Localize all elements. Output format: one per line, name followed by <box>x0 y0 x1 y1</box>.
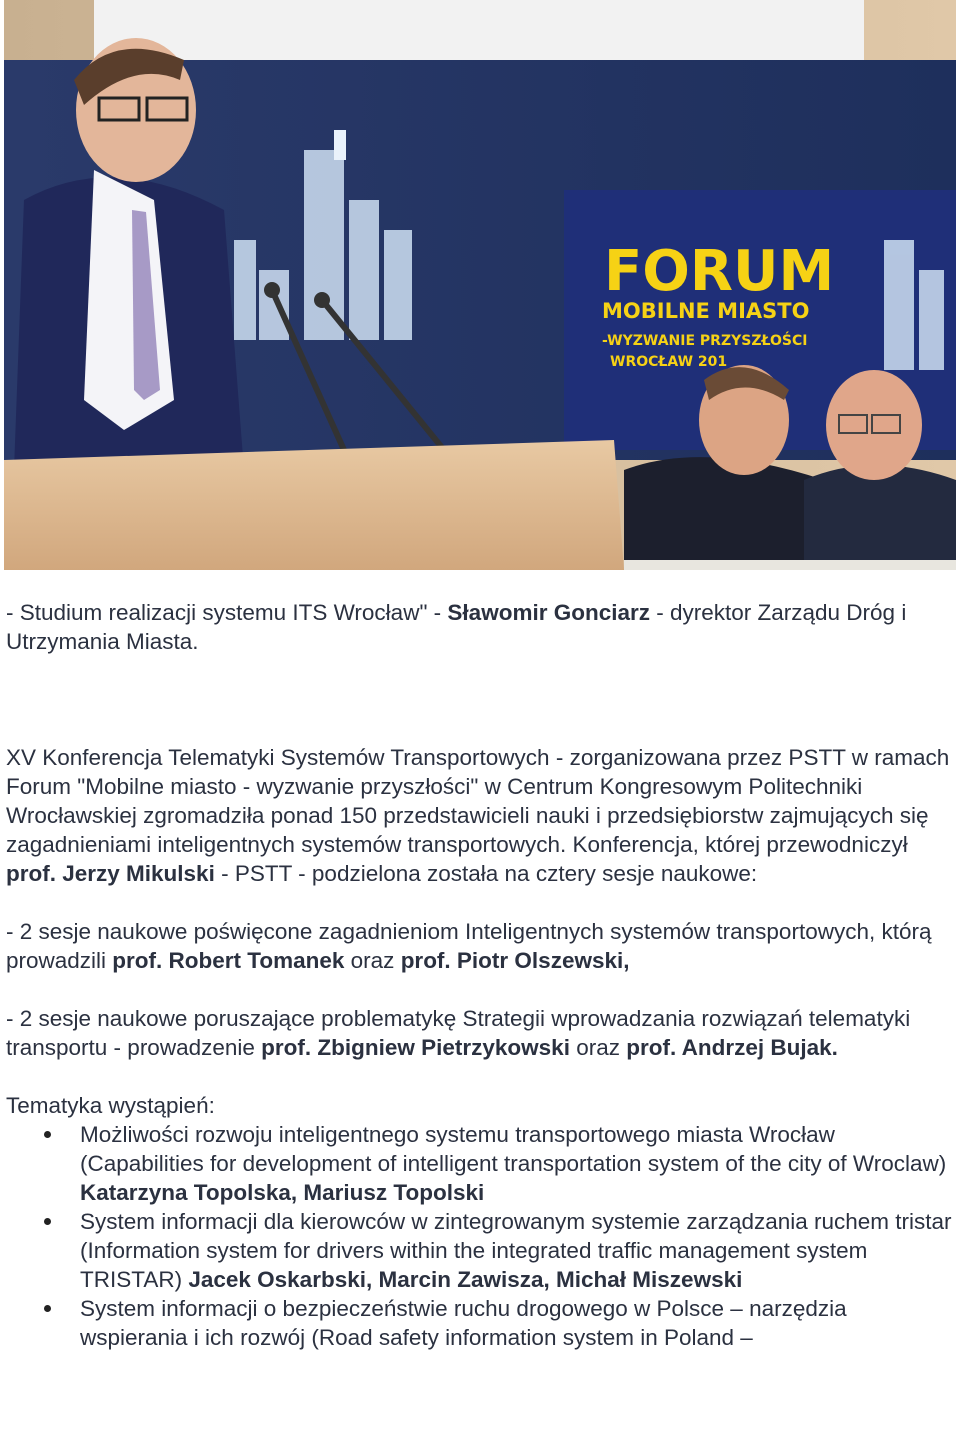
topic-title: Możliwości rozwoju inteligentnego systemu transportowego miasta Wrocław (Capabilities for development of intelligent transportation system of the city of Wroclaw) <box>80 1122 947 1176</box>
podium <box>4 440 624 570</box>
session-1-and: oraz <box>344 948 401 973</box>
session-2-chair-2: prof. Andrzej Bujak. <box>626 1035 838 1060</box>
caption-prefix: - Studium realizacji systemu ITS Wrocław" - <box>6 600 448 625</box>
session-2-text: - 2 sesje naukowe poruszające problematykę Strategii wprowadzania rozwiązań telematyki transportu - prowadzenie <box>6 1006 911 1060</box>
session-1-chair-1: prof. Robert Tomanek <box>112 948 345 973</box>
session-2-chair-1: prof. Zbigniew Pietrzykowski <box>261 1035 570 1060</box>
intro-text: XV Konferencja Telematyki Systemów Transportowych - zorganizowana przez PSTT w ramach Forum "Mobilne miasto - wyzwanie przyszłości" w Centrum Kongresowym Politechniki Wrocławskiej zgromadziła ponad 150 przedstawicieli nauki i przedsiębiorstw zajmujących się zagadnieniami inteligentnych systemów transportowych. Konferencja, której przewodniczył <box>6 745 950 857</box>
caption-suffix: - dyrektor Zarządu Dróg i Utrzymania Miasta. <box>6 600 907 654</box>
intro-tail: - PSTT - podzielona została na cztery sesje naukowe: <box>214 861 758 886</box>
session-2-and: oraz <box>569 1035 627 1060</box>
banner-line4: WROCŁAW 201 <box>610 354 728 370</box>
topic-title: System informacji dla kierowców w zintegrowanym systemie zarządzania ruchem tristar (Information system for drivers within the integrated traffic management system TRISTAR) <box>80 1209 952 1292</box>
session-1-text: - 2 sesje naukowe poświęcone zagadnieniom Inteligentnych systemów transportowych, którą prowadzili <box>6 919 932 973</box>
list-item <box>80 1207 954 1294</box>
caption-name: Sławomir Gonciarz <box>447 600 650 625</box>
banner-line3: -WYZWANIE PRZYSZŁOŚCI <box>602 333 808 349</box>
topic-authors: Katarzyna Topolska, Mariusz Topolski <box>80 1180 485 1205</box>
topic-authors: Jacek Oskarbski, Marcin Zawisza, Michał Miszewski <box>188 1267 743 1292</box>
conference-photo-illustration <box>4 0 956 570</box>
session-1 <box>6 917 954 975</box>
banner-title: FORUM <box>604 239 835 304</box>
conference-photo <box>4 0 956 570</box>
list-item <box>80 1294 954 1352</box>
article-body <box>6 598 954 1352</box>
session-1-chair-2: prof. Piotr Olszewski, <box>400 948 630 973</box>
topics-heading: Tematyka wystąpień: <box>6 1093 215 1118</box>
list-item <box>80 1120 954 1207</box>
session-2 <box>6 1004 954 1062</box>
topics-list <box>6 1120 954 1352</box>
banner-subtitle: MOBILNE MIASTO <box>602 299 810 323</box>
topic-title: System informacji o bezpieczeństwie ruchu drogowego w Polsce – narzędzia wspierania i ich rozwój (Road safety information system in Poland – <box>80 1296 847 1350</box>
photo-caption <box>6 598 954 656</box>
intro-chair: prof. Jerzy Mikulski <box>6 861 215 886</box>
intro-paragraph <box>6 743 954 888</box>
